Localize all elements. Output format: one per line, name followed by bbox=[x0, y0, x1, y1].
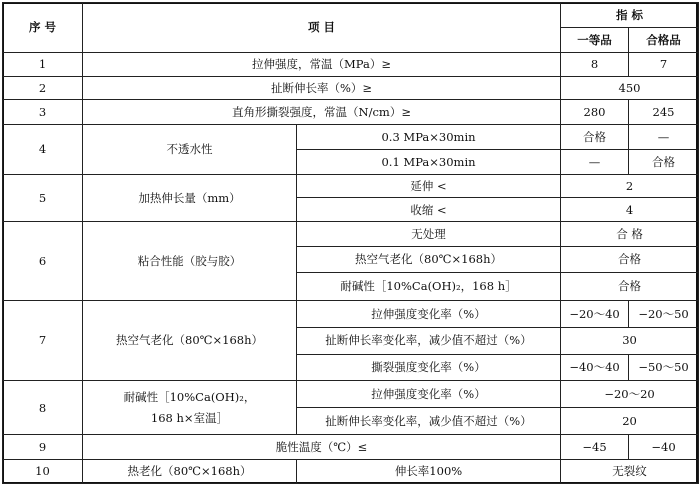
header-indicator: 指 标 bbox=[561, 3, 699, 28]
value-grade2: 245 bbox=[629, 100, 699, 125]
value-grade1: −40～40 bbox=[561, 354, 629, 381]
value-grade2: 7 bbox=[629, 52, 699, 77]
table-row bbox=[3, 174, 699, 198]
row-no: 3 bbox=[3, 100, 83, 125]
row-no: 5 bbox=[3, 174, 83, 222]
value-grade1: −45 bbox=[561, 435, 629, 460]
table-row bbox=[3, 460, 699, 484]
row-no: 10 bbox=[3, 460, 83, 484]
row-no: 1 bbox=[3, 52, 83, 77]
row-item: 脆性温度（℃）≤ bbox=[83, 435, 561, 460]
value-grade2: 合格 bbox=[629, 149, 699, 174]
value-grade1: 8 bbox=[561, 52, 629, 77]
table-row bbox=[3, 100, 699, 125]
value-grade2: −50～50 bbox=[629, 354, 699, 381]
value-grade2: −40 bbox=[629, 435, 699, 460]
row-condition: 热空气老化（80℃×168h） bbox=[297, 247, 561, 273]
row-no: 9 bbox=[3, 435, 83, 460]
table-row bbox=[3, 52, 699, 77]
row-condition: 扯断伸长率变化率，减少值不超过（%） bbox=[297, 327, 561, 354]
table-row bbox=[3, 381, 699, 408]
row-condition: 拉伸强度变化率（%） bbox=[297, 381, 561, 408]
value-shared: −20～20 bbox=[561, 381, 699, 408]
row-no: 7 bbox=[3, 300, 83, 381]
value-shared: 2 bbox=[561, 174, 699, 198]
row-item: 热空气老化（80℃×168h） bbox=[83, 300, 297, 381]
value-grade1: −20～40 bbox=[561, 300, 629, 327]
value-shared: 30 bbox=[561, 327, 699, 354]
row-no: 4 bbox=[3, 125, 83, 175]
value-grade2: −20～50 bbox=[629, 300, 699, 327]
table-row bbox=[3, 300, 699, 327]
value-shared: 4 bbox=[561, 198, 699, 222]
row-condition: 扯断伸长率变化率，减少值不超过（%） bbox=[297, 408, 561, 435]
row-condition: 耐碱性［10%Ca(OH)₂，168 h］ bbox=[297, 272, 561, 300]
value-grade2: — bbox=[629, 125, 699, 150]
value-grade1: 280 bbox=[561, 100, 629, 125]
header-grade2: 合格品 bbox=[629, 27, 699, 52]
value-grade1: — bbox=[561, 149, 629, 174]
row-item bbox=[83, 381, 297, 435]
row-condition: 伸长率100% bbox=[297, 460, 561, 484]
row-no: 8 bbox=[3, 381, 83, 435]
value-shared: 20 bbox=[561, 408, 699, 435]
table-row bbox=[3, 435, 699, 460]
row-no: 2 bbox=[3, 77, 83, 100]
row-item: 不透水性 bbox=[83, 125, 297, 175]
row-item: 拉伸强度，常温（MPa）≥ bbox=[83, 52, 561, 77]
row-condition: 0.1 MPa×30min bbox=[297, 149, 561, 174]
table-row bbox=[3, 222, 699, 247]
row-condition: 0.3 MPa×30min bbox=[297, 125, 561, 150]
table-row bbox=[3, 77, 699, 100]
value-shared: 合 格 bbox=[561, 222, 699, 247]
table-row bbox=[3, 125, 699, 150]
row-item: 热老化（80℃×168h） bbox=[83, 460, 297, 484]
row-item: 粘合性能（胶与胶） bbox=[83, 222, 297, 301]
row-item: 扯断伸长率（%）≥ bbox=[83, 77, 561, 100]
row-condition: 拉伸强度变化率（%） bbox=[297, 300, 561, 327]
header-seq: 序 号 bbox=[3, 3, 83, 53]
value-shared: 450 bbox=[561, 77, 699, 100]
header-item: 项 目 bbox=[83, 3, 561, 53]
row-no: 6 bbox=[3, 222, 83, 301]
row-condition: 收缩 < bbox=[297, 198, 561, 222]
header-row bbox=[3, 3, 699, 28]
row-item: 加热伸长量（mm） bbox=[83, 174, 297, 222]
value-shared: 合格 bbox=[561, 247, 699, 273]
row-item-line2: 168 h×室温］ bbox=[150, 410, 229, 425]
value-shared: 合格 bbox=[561, 272, 699, 300]
header-grade1: 一等品 bbox=[561, 27, 629, 52]
spec-table bbox=[2, 2, 699, 484]
row-condition: 延伸 < bbox=[297, 174, 561, 198]
row-condition: 无处理 bbox=[297, 222, 561, 247]
row-item: 直角形撕裂强度，常温（N/cm）≥ bbox=[83, 100, 561, 125]
row-item-line1: 耐碱性［10%Ca(OH)₂， bbox=[123, 390, 256, 405]
row-condition: 撕裂强度变化率（%） bbox=[297, 354, 561, 381]
value-shared: 无裂纹 bbox=[561, 460, 699, 484]
value-grade1: 合格 bbox=[561, 125, 629, 150]
